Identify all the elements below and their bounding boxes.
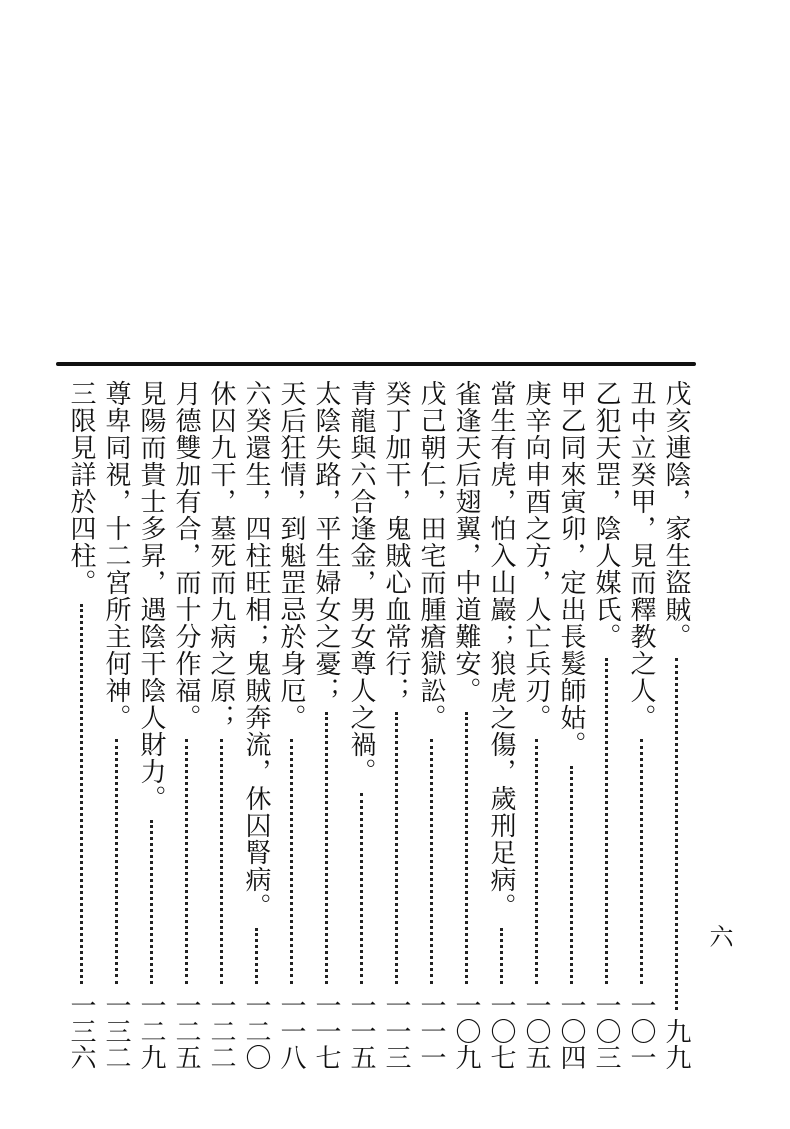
dot-leader: [430, 739, 433, 984]
toc-entry-title: 尊卑同視，十二宮所主何神。: [101, 380, 131, 731]
dot-leader: [570, 766, 573, 984]
toc-entry: [557, 380, 585, 1070]
toc-entry-page: 一〇四: [556, 992, 586, 1070]
dot-leader: [325, 712, 328, 984]
toc-entry-page: 一三二: [101, 992, 131, 1070]
toc-entry: [347, 380, 375, 1070]
toc-entry-title: 見陽而貴士多昇，遇陰干陰人財力。: [136, 380, 166, 812]
dot-leader: [185, 739, 188, 984]
toc-entry-title: 戊己朝仁，田宅而腫瘡獄訟。: [416, 380, 446, 731]
dot-leader: [290, 739, 293, 984]
toc-entry-title: 月德雙加有合，而十分作福。: [171, 380, 201, 731]
toc-entry-title: 休囚九干，墓死而九病之原；: [206, 380, 236, 731]
top-rule: [56, 362, 696, 366]
toc-entry-page: 一〇五: [521, 992, 551, 1070]
toc-entry: [67, 380, 95, 1070]
toc-entry-page: 一二五: [171, 992, 201, 1070]
toc-entry: [522, 380, 550, 1070]
toc-entry: [662, 380, 690, 1070]
toc-entry-title: 癸丁加干，鬼賊心血常行；: [381, 380, 411, 704]
dot-leader: [255, 928, 258, 984]
dot-leader: [360, 793, 363, 984]
toc-entry: [627, 380, 655, 1070]
dot-leader: [675, 658, 678, 1010]
toc-entry: [312, 380, 340, 1070]
toc-entry-page: 九九: [661, 1018, 691, 1070]
toc-entry-page: 一〇七: [486, 992, 516, 1070]
toc-entry-title: 丑中立癸甲，見而釋教之人。: [626, 380, 656, 731]
toc-entry: [207, 380, 235, 1070]
table-of-contents: [67, 380, 690, 1070]
dot-leader: [220, 739, 223, 984]
toc-entry-page: 一〇九: [451, 992, 481, 1070]
dot-leader: [465, 712, 468, 984]
toc-entry-title: 當生有虎，怕入山巖；狼虎之傷，歲刑足病。: [486, 380, 516, 920]
toc-entry-page: 一〇一: [626, 992, 656, 1070]
toc-entry-page: 一二〇: [241, 992, 271, 1070]
toc-entry-page: 一一三: [381, 992, 411, 1070]
toc-entry: [242, 380, 270, 1070]
page-number: 六: [705, 924, 733, 948]
toc-entry-page: 一一一: [416, 992, 446, 1070]
dot-leader: [150, 820, 153, 984]
dot-leader: [535, 739, 538, 984]
toc-entry-title: 戊亥連陰，家生盜賊。: [661, 380, 691, 650]
toc-entry-page: 一〇三: [591, 992, 621, 1070]
toc-entry-page: 一三六: [66, 992, 96, 1070]
toc-entry: [487, 380, 515, 1070]
dot-leader: [115, 739, 118, 984]
toc-entry: [172, 380, 200, 1070]
toc-entry-title: 天后狂情，到魁罡忌於身厄。: [276, 380, 306, 731]
dot-leader: [640, 739, 643, 984]
toc-entry: [382, 380, 410, 1070]
toc-entry: [102, 380, 130, 1070]
toc-entry: [277, 380, 305, 1070]
toc-entry-title: 雀逢天后翅翼，中道難安。: [451, 380, 481, 704]
toc-entry-page: 一一七: [311, 992, 341, 1070]
toc-entry-page: 一一五: [346, 992, 376, 1070]
toc-entry-title: 太陰失路，平生婦女之憂；: [311, 380, 341, 704]
toc-entry: [452, 380, 480, 1070]
toc-entry-title: 庚辛向申酉之方，人亡兵刃。: [521, 380, 551, 731]
toc-entry-title: 乙犯天罡，陰人媒氏。: [591, 380, 621, 650]
toc-entry-page: 一二二: [206, 992, 236, 1070]
toc-entry-title: 甲乙同來寅卯，定出長髮師姑。: [556, 380, 586, 758]
toc-entry: [137, 380, 165, 1070]
toc-entry-page: 一二九: [136, 992, 166, 1070]
dot-leader: [605, 658, 608, 984]
dot-leader: [80, 604, 83, 984]
toc-entry-title: 三限見詳於四柱。: [66, 380, 96, 596]
dot-leader: [500, 928, 503, 984]
toc-entry-title: 青龍與六合逢金，男女尊人之禍。: [346, 380, 376, 785]
toc-entry-page: 一一八: [276, 992, 306, 1070]
toc-entry: [592, 380, 620, 1070]
dot-leader: [395, 712, 398, 984]
toc-entry-title: 六癸還生，四柱旺相；鬼賊奔流，休囚腎病。: [241, 380, 271, 920]
toc-entry: [417, 380, 445, 1070]
